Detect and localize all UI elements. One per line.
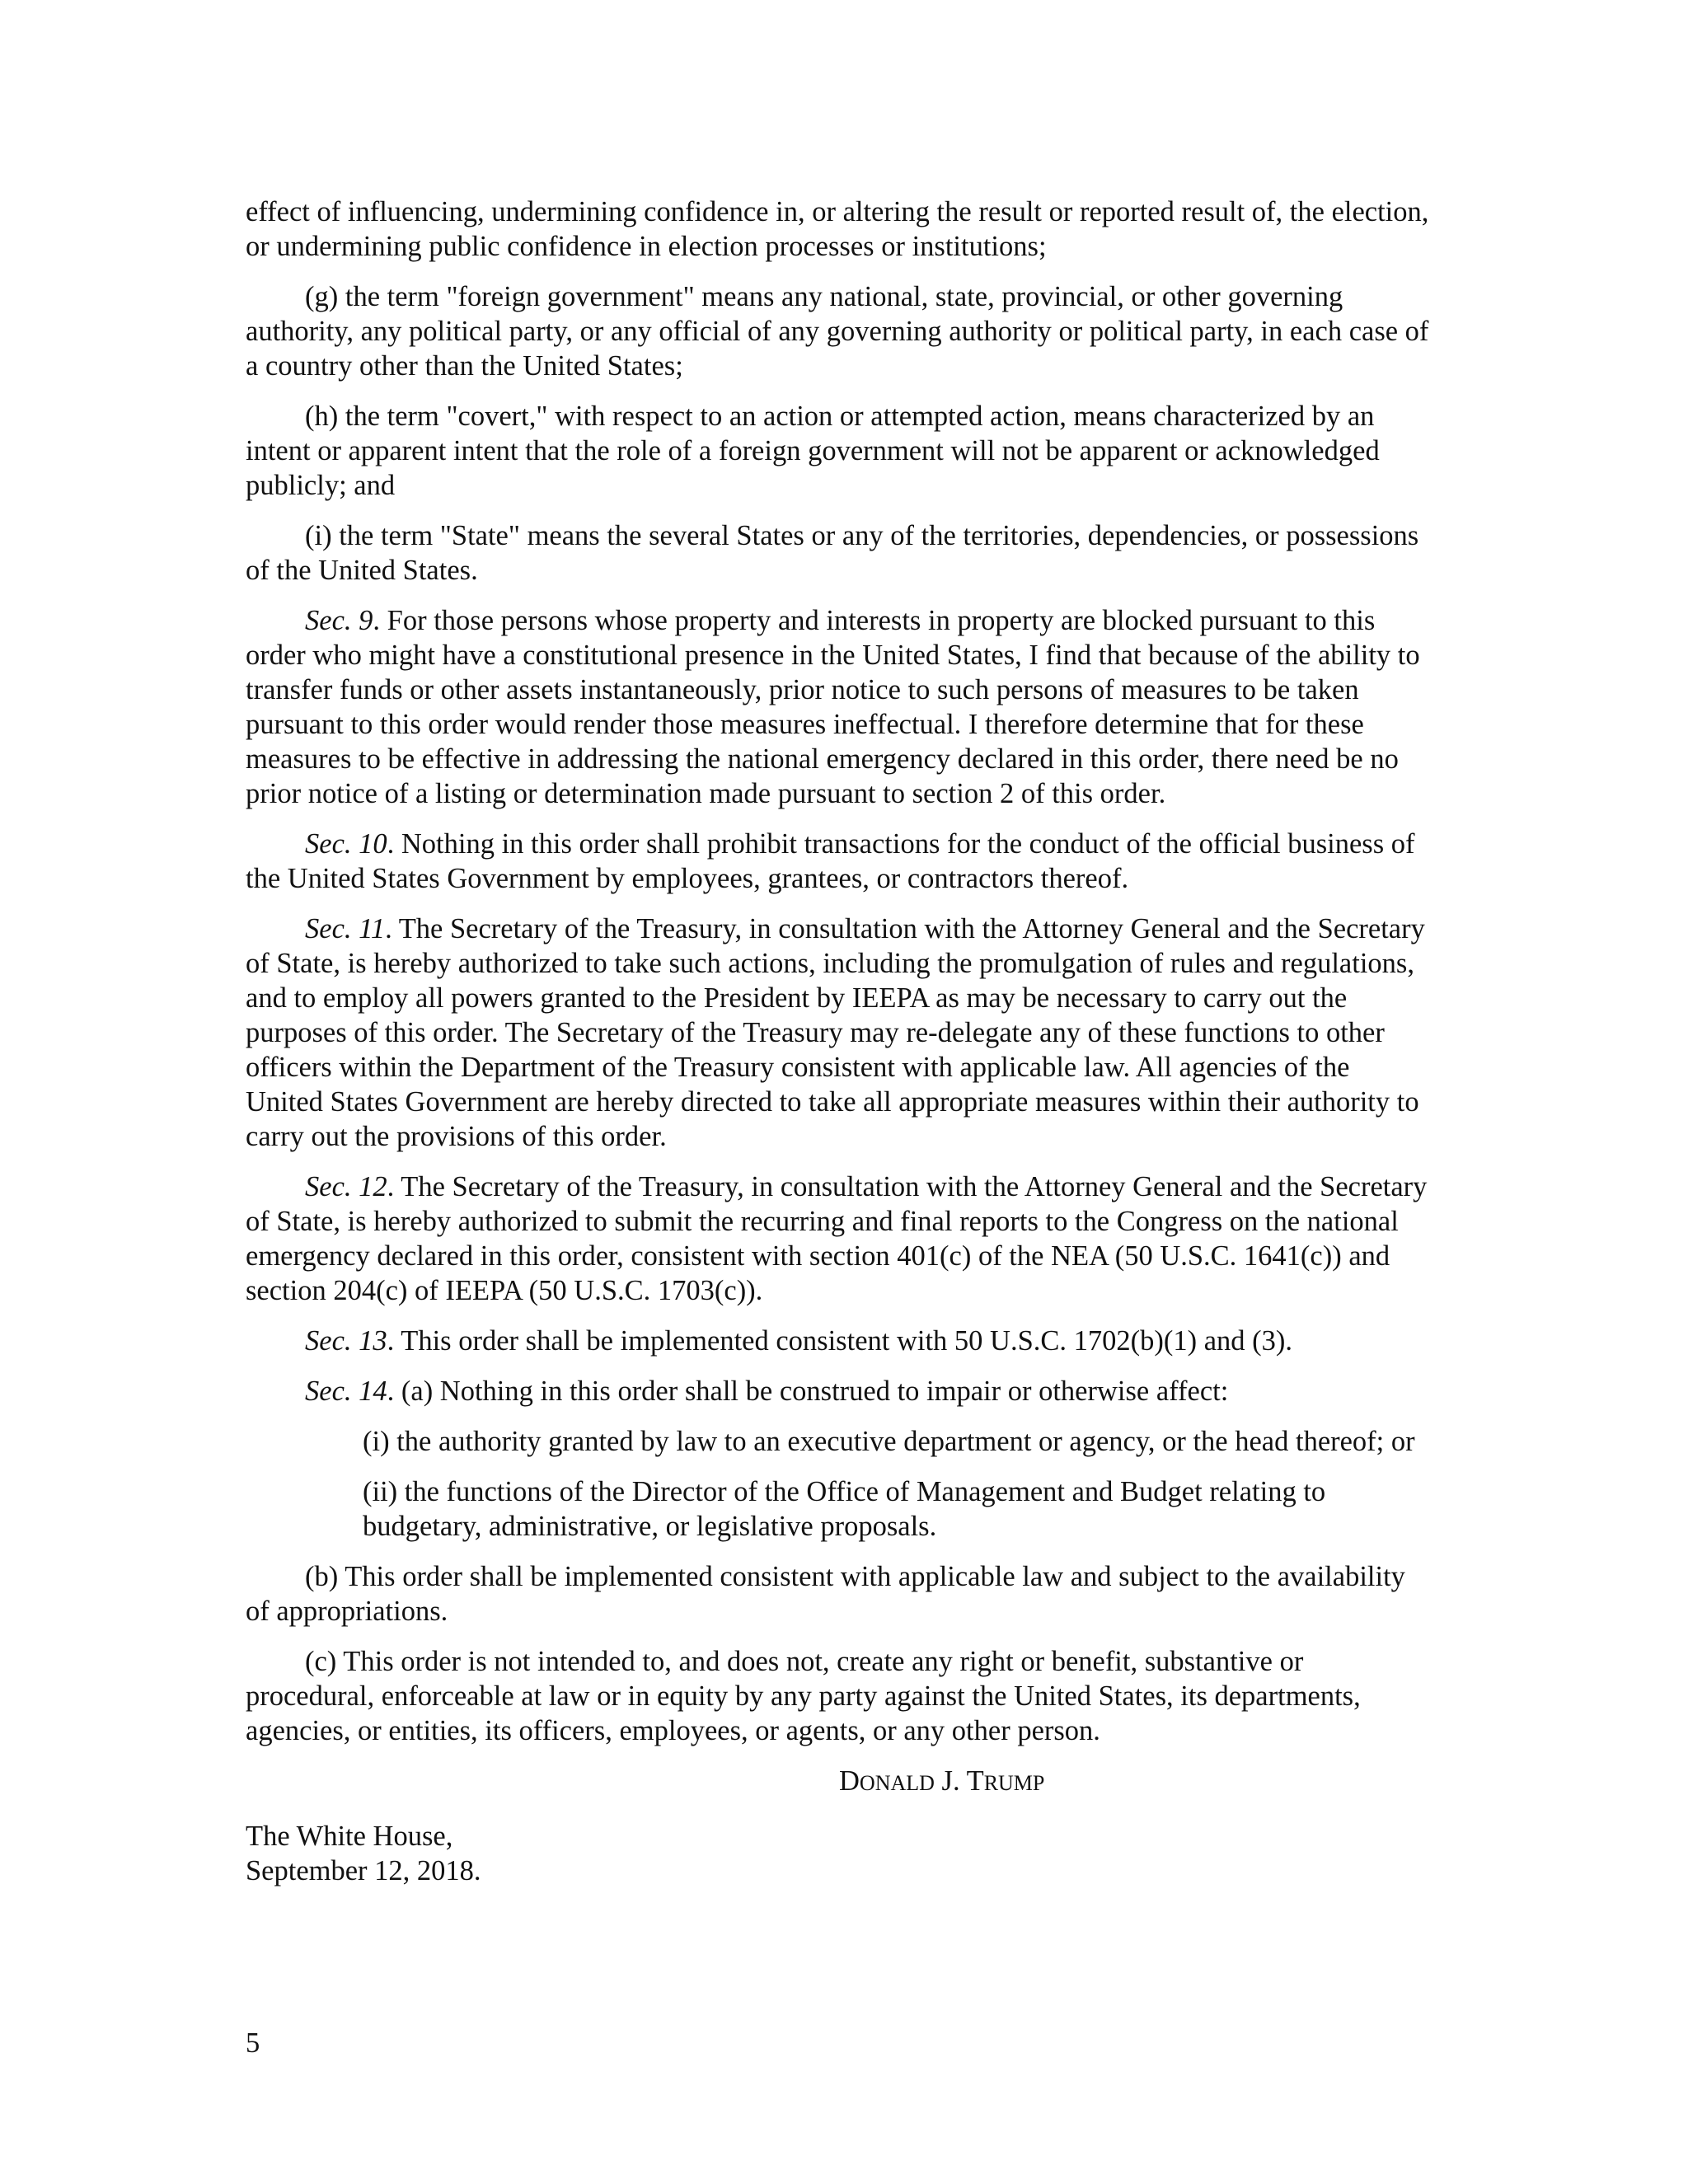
section-11-text: . The Secretary of the Treasury, in consultation with the Attorney General and the Secretary of State, is hereby authorized to take such actions, including the promulgation of rules and regulations, and to employ all powers granted to the President by IEEPA as may be necessary to carry out the purposes of this order. The Secretary of the Treasury may re-delegate any of these functions to other officers within the Department of the Treasury consistent with applicable law. All agencies of the United States Government are hereby directed to take all appropriate measures within their authority to carry out the provisions of this order. [246, 913, 1425, 1152]
section-14-c: (c) This order is not intended to, and does not, create any right or benefit, substantive or procedural, enforceable at law or in equity by any party against the United States, its departments, agencies, or entities, its officers, employees, or agents, or any other person. [246, 1646, 1361, 1746]
paragraph-g: (g) the term "foreign government" means any national, state, provincial, or other governing authority, any political party, or any official of any governing authority or political party, in each case of a country other than the United States; [246, 281, 1429, 382]
paragraph-f-continuation: effect of influencing, undermining confidence in, or altering the result or reported result of, the election, or undermining public confidence in election processes or institutions; [246, 196, 1429, 262]
document-page [246, 194, 1432, 1904]
paragraph-i: (i) the term "State" means the several States or any of the territories, dependencies, or possessions of the United States. [246, 520, 1419, 586]
section-10-text: . Nothing in this order shall prohibit transactions for the conduct of the official business of the United States Government by employees, grantees, or contractors thereof. [246, 828, 1415, 894]
signature: DONALD J. TRUMP [839, 1765, 1045, 1797]
section-14-label: Sec. 14 [305, 1376, 387, 1407]
section-12-text: . The Secretary of the Treasury, in consultation with the Attorney General and the Secretary of State, is hereby authorized to submit the recurring and final reports to the Congress on the national emergency declared in this order, consistent with section 401(c) of the NEA (50 U.S.C. 1641(c)) and section 204(c) of IEEPA (50 U.S.C. 1703(c)). [246, 1171, 1428, 1306]
section-14-b: (b) This order shall be implemented consistent with applicable law and subject to the availability of appropriations. [246, 1561, 1405, 1627]
section-9 [246, 603, 1432, 811]
closing-block [246, 1819, 1432, 1888]
section-12-label: Sec. 12 [305, 1171, 387, 1202]
section-14-a-ii: (ii) the functions of the Director of the Office of Management and Budget relating to budgetary, administrative, or legislative proposals. [363, 1476, 1326, 1542]
section-14-text: . (a) Nothing in this order shall be construed to impair or otherwise affect: [387, 1376, 1229, 1407]
section-14-a-i: (i) the authority granted by law to an executive department or agency, or the head thereof; or [363, 1426, 1415, 1457]
section-9-label: Sec. 9 [305, 605, 373, 636]
section-10-label: Sec. 10 [305, 828, 387, 860]
section-13-label: Sec. 13 [305, 1325, 387, 1357]
page-number: 5 [246, 2027, 260, 2059]
section-13 [246, 1324, 1432, 1358]
paragraph-h: (h) the term "covert," with respect to an action or attempted action, means characterized by an intent or apparent intent that the role of a foreign government will not be apparent or acknowledged publicly; and [246, 401, 1380, 501]
section-13-text: . This order shall be implemented consistent with 50 U.S.C. 1702(b)(1) and (3). [387, 1325, 1293, 1357]
section-14 [246, 1374, 1432, 1408]
section-11 [246, 912, 1432, 1154]
section-10 [246, 827, 1432, 896]
section-11-label: Sec. 11 [305, 913, 386, 944]
closing-date: September 12, 2018. [246, 1855, 481, 1886]
closing-place: The White House, [246, 1821, 453, 1852]
section-12 [246, 1169, 1432, 1308]
section-9-text: . For those persons whose property and interests in property are blocked pursuant to this order who might have a constitutional presence in the United States, I find that because of the ability to transfer funds or other assets instantaneously, prior notice to such persons of measures to be taken pursuant to this order would render those measures ineffectual. I therefore determine that for these measures to be effective in addressing the national emergency declared in this order, there need be no prior notice of a listing or determination made pursuant to section 2 of this order. [246, 605, 1420, 809]
